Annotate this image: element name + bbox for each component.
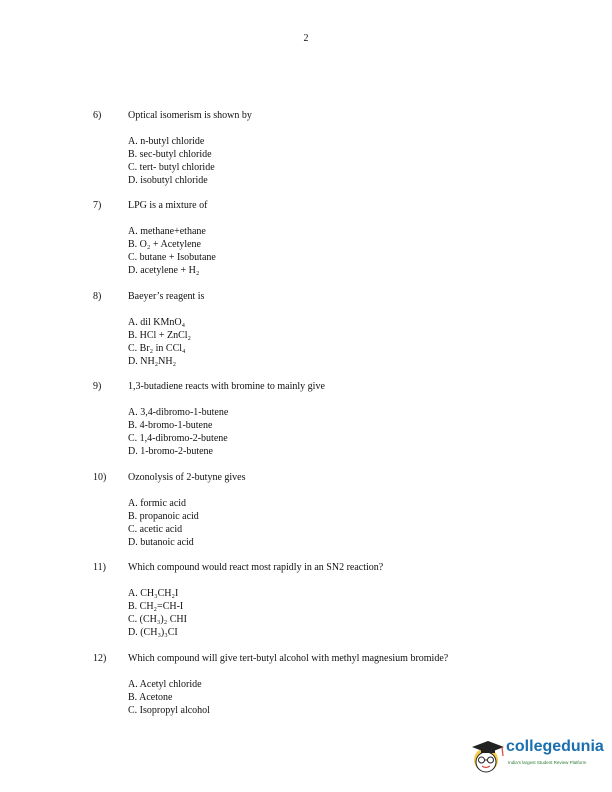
options-list xyxy=(128,406,228,458)
option: D. butanoic acid xyxy=(128,537,194,548)
option: A. methane+ethane xyxy=(128,226,206,237)
option: C. Br₂ in CCl₄ xyxy=(128,343,186,354)
question-text: Ozonolysis of 2-butyne gives xyxy=(128,472,246,483)
option: C. 1,4-dibromo-2-butene xyxy=(128,433,228,444)
question-text: Which compound will give tert-butyl alcohol with methyl magnesium bromide? xyxy=(128,653,449,664)
graduate-mascot-icon xyxy=(470,736,506,774)
option: B. Acetone xyxy=(128,692,173,703)
question-number: 6) xyxy=(93,110,102,121)
question-text: Optical isomerism is shown by xyxy=(128,110,252,121)
option: B. O₂ + Acetylene xyxy=(128,239,201,250)
question-text: Baeyer’s reagent is xyxy=(128,291,205,302)
question-text: LPG is a mixture of xyxy=(128,200,208,211)
question-number: 11) xyxy=(93,562,106,573)
option: C. butane + Isobutane xyxy=(128,252,216,263)
question-number: 10) xyxy=(93,472,107,483)
option: A. Acetyl chloride xyxy=(128,679,202,690)
option: B. CH₂=CH-I xyxy=(128,601,184,612)
collegedunia-logo xyxy=(470,736,605,776)
question-text: Which compound would react most rapidly in an SN2 reaction? xyxy=(128,562,384,573)
logo-brand-text: collegedunia xyxy=(506,738,604,755)
option: C. acetic acid xyxy=(128,524,183,535)
options-list xyxy=(128,678,210,717)
option: B. propanoic acid xyxy=(128,511,199,522)
option: C. Isopropyl alcohol xyxy=(128,705,210,716)
options-list xyxy=(128,316,191,368)
option: C. tert- butyl chloride xyxy=(128,162,215,173)
option: D. 1-bromo-2-butene xyxy=(128,446,213,457)
option: A. 3,4-dibromo-1-butene xyxy=(128,407,229,418)
option: B. 4-bromo-1-butene xyxy=(128,420,213,431)
options-list xyxy=(128,497,199,549)
option: D. (CH₃)₃CI xyxy=(128,627,178,638)
option: B. HCl + ZnCl₂ xyxy=(128,330,192,341)
options-list xyxy=(128,225,216,277)
option: A. n-butyl chloride xyxy=(128,136,205,147)
option: D. NH₂NH₂ xyxy=(128,356,177,367)
option: D. isobutyl chloride xyxy=(128,175,208,186)
option: C. (CH₃)₂ CHI xyxy=(128,614,187,625)
options-list xyxy=(128,135,215,187)
option: A. CH₃CH₂I xyxy=(128,588,179,599)
option: A. formic acid xyxy=(128,498,187,509)
page-number: 2 xyxy=(303,33,309,44)
logo-tagline: India's largest Student Review Platform xyxy=(508,760,587,765)
question-number: 7) xyxy=(93,200,102,211)
option: A. dil KMnO₄ xyxy=(128,317,186,328)
question-number: 8) xyxy=(93,291,102,302)
option: B. sec-butyl chloride xyxy=(128,149,212,160)
question-number: 12) xyxy=(93,653,107,664)
question-text: 1,3-butadiene reacts with bromine to mainly give xyxy=(128,381,325,392)
options-list xyxy=(128,587,187,639)
option: D. acetylene + H₂ xyxy=(128,265,200,276)
question-number: 9) xyxy=(93,381,102,392)
